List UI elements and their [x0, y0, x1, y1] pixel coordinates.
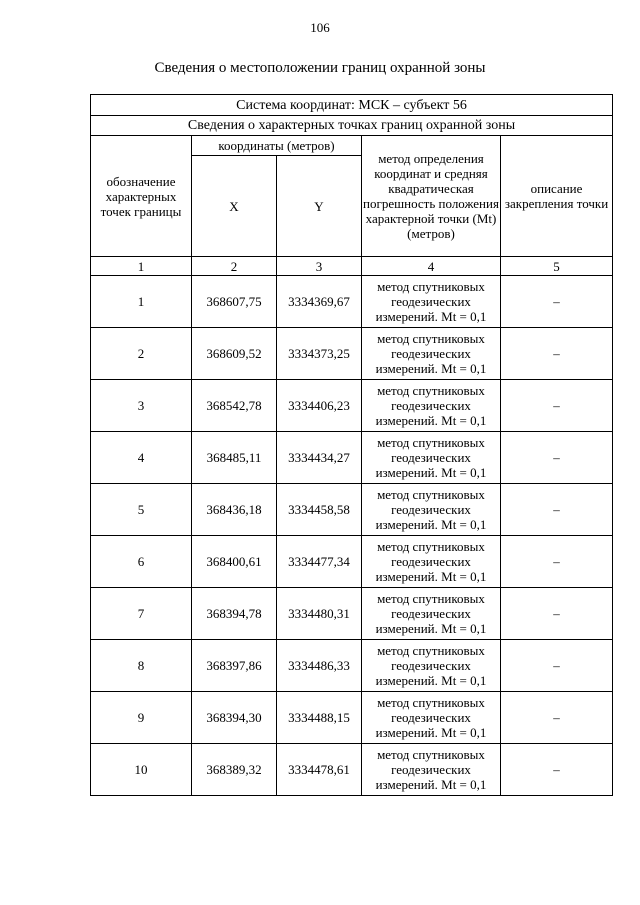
description-cell: –: [501, 692, 613, 744]
y-coordinate-cell: 3334406,23: [277, 380, 362, 432]
x-coordinate-cell: 368397,86: [192, 640, 277, 692]
column-number: 2: [192, 257, 277, 276]
description-cell: –: [501, 744, 613, 796]
table-row: [91, 744, 613, 796]
y-coordinate-cell: 3334373,25: [277, 328, 362, 380]
description-header: описание закрепления точки: [501, 136, 613, 257]
boundary-points-table: [90, 94, 613, 796]
method-cell: метод спутниковых геодезических измерений. Mt = 0,1: [362, 328, 501, 380]
description-cell: –: [501, 276, 613, 328]
description-cell: –: [501, 380, 613, 432]
point-number-cell: 2: [91, 328, 192, 380]
method-header: метод определения координат и средняя квадратическая погрешность положения характерной точки (Mt) (метров): [362, 136, 501, 257]
point-number-cell: 8: [91, 640, 192, 692]
method-cell: метод спутниковых геодезических измерений. Mt = 0,1: [362, 380, 501, 432]
description-cell: –: [501, 536, 613, 588]
y-coordinate-cell: 3334488,15: [277, 692, 362, 744]
coord-system-row: [91, 95, 613, 116]
table-row: [91, 276, 613, 328]
point-number-cell: 9: [91, 692, 192, 744]
description-cell: –: [501, 484, 613, 536]
method-cell: метод спутниковых геодезических измерений. Mt = 0,1: [362, 432, 501, 484]
x-coordinate-cell: 368609,52: [192, 328, 277, 380]
y-coordinate-cell: 3334369,67: [277, 276, 362, 328]
designation-header: обозначение характерных точек границы: [91, 136, 192, 257]
point-number-cell: 5: [91, 484, 192, 536]
y-coordinate-cell: 3334458,58: [277, 484, 362, 536]
x-coordinate-cell: 368436,18: [192, 484, 277, 536]
coord-system-cell: Система координат: МСК – субъект 56: [91, 95, 613, 116]
y-coordinate-cell: 3334477,34: [277, 536, 362, 588]
column-number: 1: [91, 257, 192, 276]
table-row: [91, 380, 613, 432]
x-coordinate-cell: 368485,11: [192, 432, 277, 484]
points-info-cell: Сведения о характерных точках границ охранной зоны: [91, 116, 613, 136]
table-row: [91, 328, 613, 380]
method-cell: метод спутниковых геодезических измерений. Mt = 0,1: [362, 588, 501, 640]
table-row: [91, 536, 613, 588]
table-row: [91, 640, 613, 692]
method-cell: метод спутниковых геодезических измерений. Mt = 0,1: [362, 692, 501, 744]
page-number: 106: [310, 20, 330, 35]
point-number-cell: 3: [91, 380, 192, 432]
coordinates-header: координаты (метров): [192, 136, 362, 156]
method-cell: метод спутниковых геодезических измерений. Mt = 0,1: [362, 484, 501, 536]
table-row: [91, 588, 613, 640]
method-cell: метод спутниковых геодезических измерений. Mt = 0,1: [362, 744, 501, 796]
table-row: [91, 432, 613, 484]
description-cell: –: [501, 640, 613, 692]
table-row: [91, 484, 613, 536]
y-coordinate-cell: 3334486,33: [277, 640, 362, 692]
y-coordinate-cell: 3334480,31: [277, 588, 362, 640]
description-cell: –: [501, 432, 613, 484]
description-cell: –: [501, 328, 613, 380]
x-coordinate-cell: 368400,61: [192, 536, 277, 588]
x-coordinate-cell: 368542,78: [192, 380, 277, 432]
point-number-cell: 1: [91, 276, 192, 328]
column-number: 3: [277, 257, 362, 276]
x-coordinate-cell: 368394,78: [192, 588, 277, 640]
point-number-cell: 4: [91, 432, 192, 484]
y-header: Y: [277, 156, 362, 257]
points-info-row: [91, 116, 613, 136]
x-coordinate-cell: 368389,32: [192, 744, 277, 796]
x-coordinate-cell: 368607,75: [192, 276, 277, 328]
table-row: [91, 692, 613, 744]
x-coordinate-cell: 368394,30: [192, 692, 277, 744]
column-number: 5: [501, 257, 613, 276]
column-number: 4: [362, 257, 501, 276]
method-cell: метод спутниковых геодезических измерений. Mt = 0,1: [362, 536, 501, 588]
point-number-cell: 10: [91, 744, 192, 796]
point-number-cell: 6: [91, 536, 192, 588]
document-title: Сведения о местоположении границ охранной зоны: [154, 60, 486, 76]
x-header: X: [192, 156, 277, 257]
point-number-cell: 7: [91, 588, 192, 640]
method-cell: метод спутниковых геодезических измерений. Mt = 0,1: [362, 276, 501, 328]
method-cell: метод спутниковых геодезических измерений. Mt = 0,1: [362, 640, 501, 692]
y-coordinate-cell: 3334478,61: [277, 744, 362, 796]
header-row: [91, 136, 613, 156]
column-number-row: [91, 257, 613, 276]
y-coordinate-cell: 3334434,27: [277, 432, 362, 484]
description-cell: –: [501, 588, 613, 640]
